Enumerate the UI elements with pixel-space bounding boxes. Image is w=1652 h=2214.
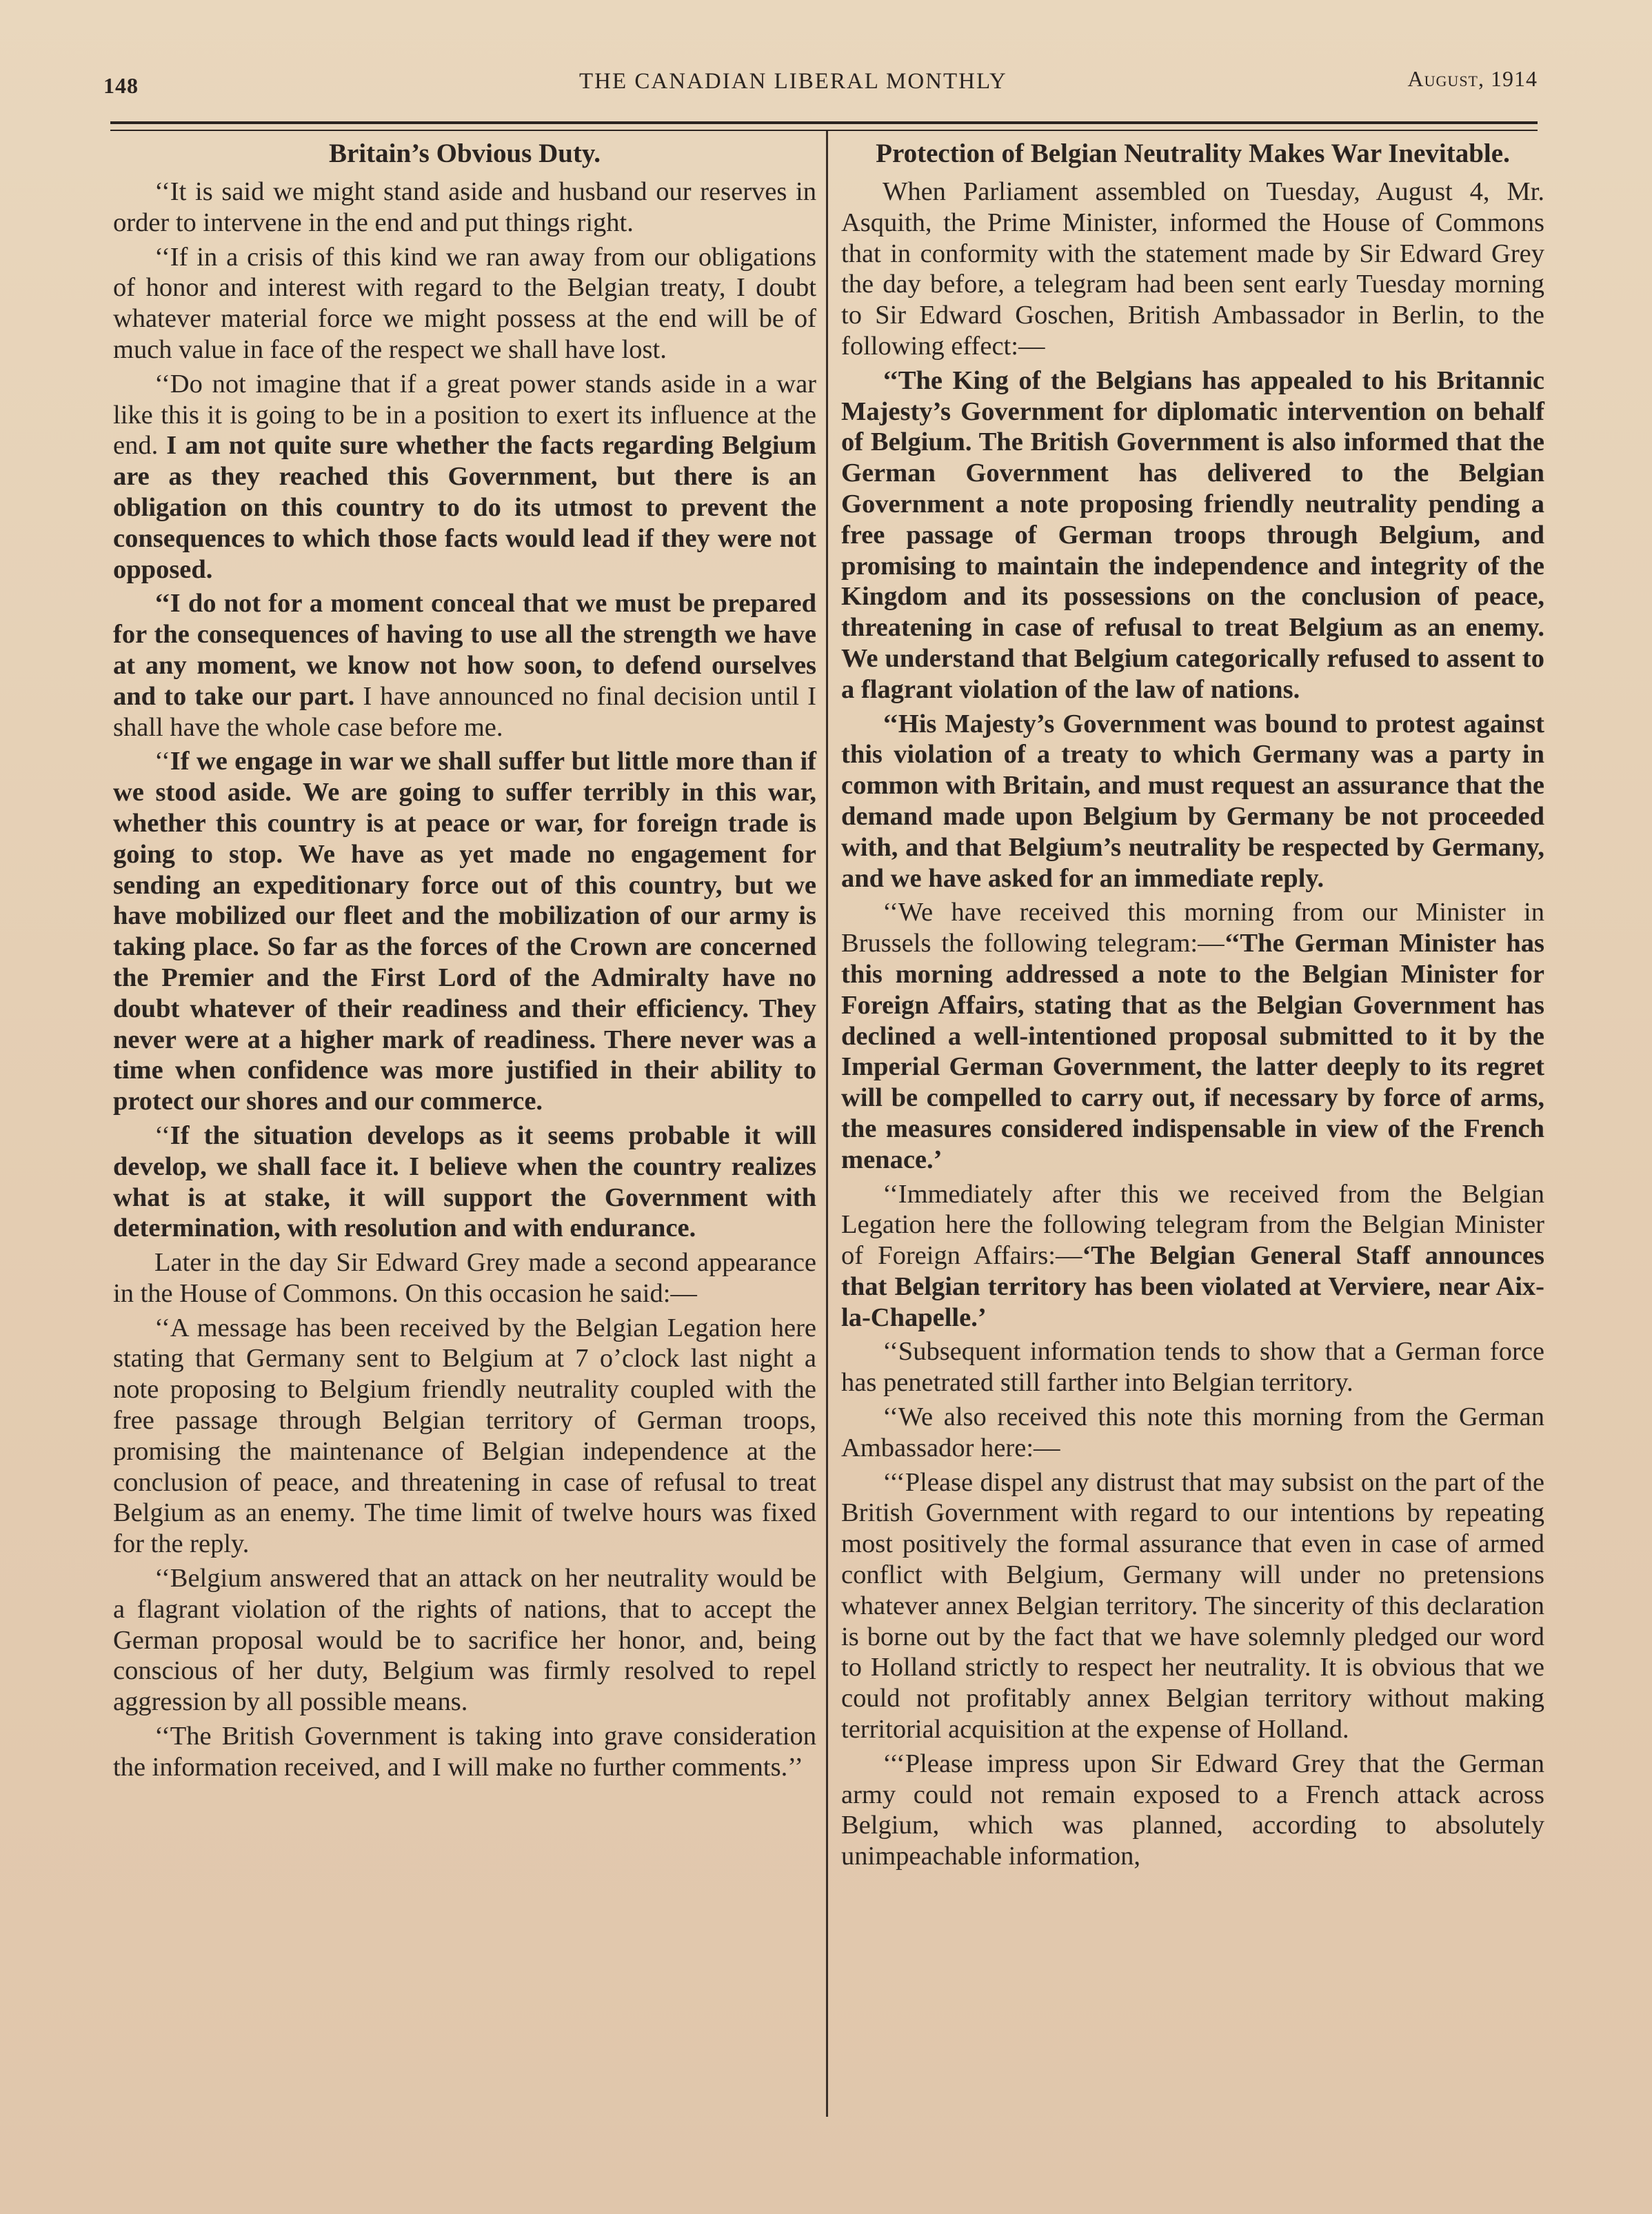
paragraph [841,1402,1544,1464]
page-number: 148 [103,73,139,98]
paragraph-bold-text: ‘‘His Majesty’s Government was bound to protest against this violation of a treaty to which Germany was a party in common with Britain, and must request an assurance that the demand made upon Belgium by Germany be not proceeded with, and that Belgium’s neutrality be respected by Germany, and we have asked for an immediate reply. [841,709,1544,893]
paragraph-bold-text: ‘‘I do not for a moment conceal that we must be prepared for the consequences of having to use all the strength we have at any moment, we know not how soon, to defend ourselves and to take our part. [113,589,816,711]
paragraph [113,177,816,239]
paragraph-bold-text: ‘‘The German Minister has this morning addressed a note to the Belgian Minister for Foreign Affairs, stating that as the Belgian Government has declined a well-intentioned proposal submitted to it by the Imperial German Government, the latter deeply to its regret will be compelled to carry out, if necessary by force of arms, the measures considered indispensable in view of the French menace.’ [841,929,1544,1174]
paragraph [841,1179,1544,1334]
paragraph-bold-text: I am not quite sure whether the facts regarding Belgium are as they reached this Government, but there is an obligation on this country to do its utmost to prevent the consequences to which those facts would lead if they were not opposed. [113,431,816,584]
paragraph-text: ‘‘We also received this note this morning from the German Ambassador here:— [841,1402,1544,1462]
paragraph-text: I have announced no final decision until I shall have the whole case before me. [113,681,817,742]
paragraph-text: ‘‘Immediately after this we received from the Belgian Legation here the following telegram from the Belgian Minister of Foreign Affairs:— [841,1179,1544,1271]
paragraph-text: ‘‘The British Government is taking into grave consideration the information received, and I will make no further comments.’’ [113,1722,816,1782]
paragraph-text: ‘‘ [154,747,170,776]
paragraph-text: ‘‘Subsequent information tends to show that a German force has penetrated still farther into Belgian territory. [841,1337,1544,1398]
paragraph-bold-text: If the situation develops as it seems probable it will develop, we shall face it. I believe when the country realizes what is at stake, it will support the Government with determination, with resolution and with endurance. [113,1120,816,1243]
paragraph-bold-text: ‘The Belgian General Staff announces that Belgian territory has been violated at Verviere, near Aix-la-Chapelle.’ [841,1241,1545,1332]
paragraph [113,1721,816,1783]
article-heading-britains-duty: Britain’s Obvious Duty. [328,139,601,168]
paragraph [841,1336,1544,1398]
issue-date: August, 1914 [1407,66,1538,91]
paragraph-text: ‘‘ [154,1120,170,1150]
paragraph [113,369,816,585]
paragraph [113,1313,816,1560]
paragraph [113,588,816,743]
paragraph-text: ‘‘It is said we might stand aside and husband our reserves in order to intervene in the end and put things right. [113,177,816,237]
paragraph [841,365,1544,705]
paragraph [113,242,816,365]
paragraph-bold-text: ‘‘The King of the Belgians has appealed to his Britannic Majesty’s Government for diplomatic intervention on behalf of Belgium. The British Government is also informed that the German Government has delivered to the Belgian Government a note proposing friendly neutrality pending a free passage of German troops through Belgium, and promising to maintain the independence and integrity of the Kingdom and its possessions on the conclusion of peace, threatening in case of refusal to treat Belgium as an enemy. We understand that Belgium categorically refused to assent to a flagrant violation of the law of nations. [841,365,1544,704]
page-header [103,63,1538,105]
paragraph [113,746,816,1117]
column-divider [826,131,828,2117]
paragraph [841,1467,1544,1745]
paragraph-text: ‘‘We have received this morning from our Minister in Brussels the following telegram:— [841,898,1544,958]
right-column [841,138,1544,1875]
paragraph [841,177,1544,362]
paragraph-bold-text: If we engage in war we shall suffer but little more than if we stood aside. We are going to suffer terribly in this war, whether this country is at peace or war, for foreign trade is going to stop. We have as yet made no engagement for sending an expeditionary force out of this country, but we have mobilized our fleet and the mobilization of our army is taking place. So far as the forces of the Crown are concerned the Premier and the First Lord of the Admiralty have no doubt whatever of their readiness and their efficiency. They never were at a higher mark of readiness. There never was a time when confidence was more justified in their ability to protect our shores and our commerce. [113,747,816,1116]
paragraph [841,1749,1544,1872]
header-rule [110,121,1538,131]
paragraph-text: ‘‘‘Please impress upon Sir Edward Grey that the German army could not remain exposed to a French attack across Belgium, which was planned, according to absolutely unimpeachable information, [841,1749,1544,1871]
paragraph-text: ‘‘A message has been received by the Belgian Legation here stating that Germany sent to Belgium at 7 o’clock last night a note proposing to Belgium friendly neutrality coupled with the free passage through Belgian territory of German troops, promising the maintenance of Belgian independence at the conclusion of peace, and threatening in case of refusal to treat Belgium as an enemy. The time limit of twelve hours was fixed for the reply. [113,1313,816,1559]
paragraph [841,897,1544,1175]
paragraph-text: Later in the day Sir Edward Grey made a second appearance in the House of Commons. On this occasion he said:— [113,1248,816,1308]
paragraph-text: When Parliament assembled on Tuesday, August 4, Mr. Asquith, the Prime Minister, informed the House of Commons that in conformity with the statement made by Sir Edward Grey the day before, a telegram had been sent early Tuesday morning to Sir Edward Goschen, British Ambassador in Berlin, to the following effect:— [841,177,1544,361]
paragraph [113,1247,816,1309]
paragraph [841,709,1544,894]
paragraph-text: ‘‘If in a crisis of this kind we ran away from our obligations of honor and interest with regard to the Belgian treaty, I doubt whatever material force we might possess at the end will be of much value in face of the respect we shall have lost. [113,242,816,364]
paragraph [113,1120,816,1244]
journal-title: THE CANADIAN LIBERAL MONTHLY [579,69,1007,94]
left-column [113,138,816,1787]
article-heading-belgian-neutrality: Protection of Belgian Neutrality Makes War Inevitable. [876,139,1510,168]
paragraph-text: ‘‘‘Please dispel any distrust that may subsist on the part of the British Government with regard to our intentions by repeating most positively the formal assurance that even in case of armed conflict with Belgium, Germany will under no pretensions whatever annex Belgian territory. The sincerity of this declaration is borne out by the fact that we have solemnly pledged our word to Holland strictly to respect her neutrality. It is obvious that we could not profitably annex Belgian territory without making territorial acquisition at the expense of Holland. [841,1467,1544,1744]
paragraph-text: ‘‘Belgium answered that an attack on her neutrality would be a flagrant violation of the rights of nations, that to accept the German proposal would be to sacrifice her honor, and, being conscious of her duty, Belgium was firmly resolved to repel aggression by all possible means. [113,1564,816,1717]
paragraph-text: ‘‘Do not imagine that if a great power stands aside in a war like this it is going to be in a position to exert its influence at the end. [113,369,816,461]
paragraph [113,1563,816,1718]
